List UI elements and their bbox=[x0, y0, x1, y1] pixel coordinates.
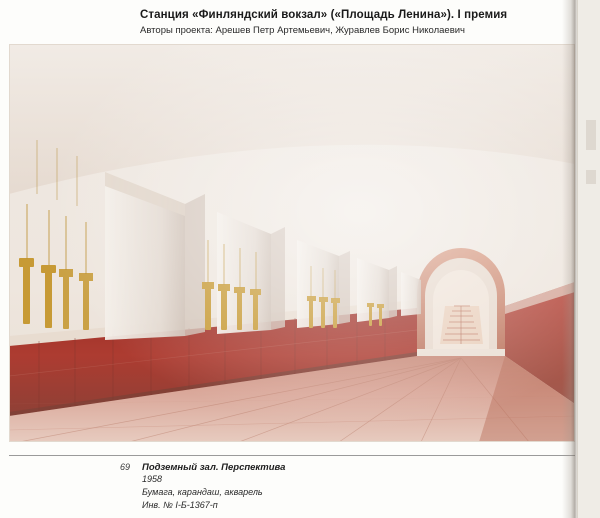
page-subtitle: Авторы проекта: Арешев Петр Артемьевич, Журавлев Борис Николаевич bbox=[140, 25, 465, 37]
perspective-drawing bbox=[9, 44, 575, 442]
figure-number: 69 bbox=[120, 462, 131, 472]
figure-caption bbox=[120, 462, 540, 512]
illustration-plate bbox=[9, 44, 575, 442]
caption-year: 1958 bbox=[142, 474, 163, 484]
caption-inventory: Инв. № I-Б-1367-п bbox=[142, 500, 218, 511]
facing-page-mark bbox=[586, 120, 596, 150]
page-header bbox=[140, 8, 560, 38]
facing-page-mark-secondary bbox=[586, 170, 596, 184]
facing-page-sliver bbox=[577, 0, 600, 518]
caption-rule bbox=[9, 455, 575, 456]
page-gutter-shadow bbox=[562, 0, 578, 518]
caption-title: Подземный зал. Перспектива bbox=[142, 462, 286, 473]
page-title: Станция «Финляндский вокзал» («Площадь Ленина»). I премия bbox=[140, 9, 508, 21]
caption-medium: Бумага, карандаш, акварель bbox=[142, 487, 263, 498]
